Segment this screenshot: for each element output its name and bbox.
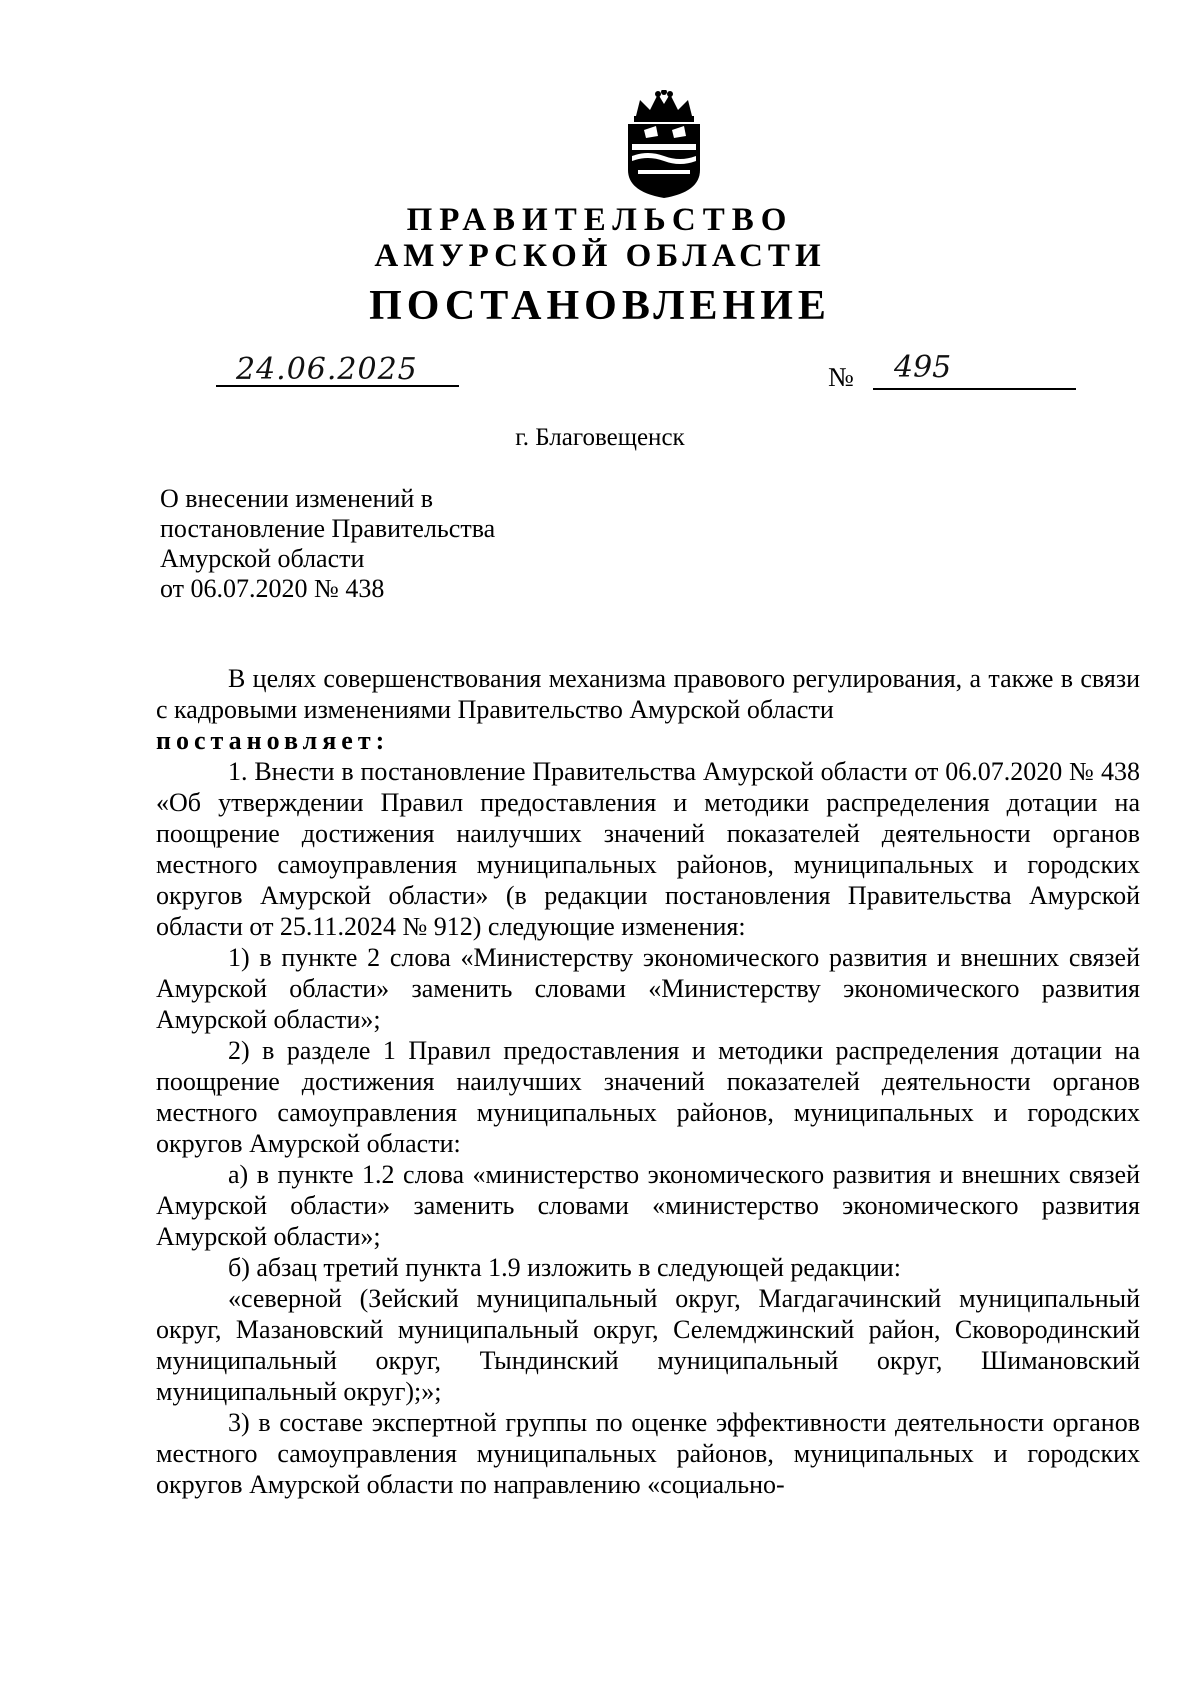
quoted-text: «северной (Зейский муниципальный округ, Магдагачинский муниципальный округ, Мазановский муниципальный округ, Селемджинский район, Сковородинский муниципальный округ, Тындинский муниципальный округ, Шимановский муниципальный округ);»; <box>156 1284 1140 1406</box>
document-subject <box>160 484 495 604</box>
clause-1: 1. Внести в постановление Правительства Амурской области от 06.07.2020 № 438 «Об утверждении Правил предоставления и методики распределения дотации на поощрение достижения наилучших значений показателей деятельности органов местного самоуправления муниципальных районов, муниципальных и городских округов Амурской области» (в редакции постановления Правительства Амурской области от 25.11.2024 № 912) следующие изменения: <box>156 757 1140 941</box>
resolves-word: постановляет: <box>156 726 390 755</box>
subclause-2a: а) в пункте 1.2 слова «министерство экономического развития и внешних связей Амурской области» заменить словами «министерство экономического развития Амурской области»; <box>156 1160 1140 1251</box>
subject-line: О внесении изменений в <box>160 484 434 513</box>
org-name-line1: ПРАВИТЕЛЬСТВО <box>406 202 794 238</box>
org-name-line2: АМУРСКОЙ ОБЛАСТИ <box>374 238 826 274</box>
subclause-1: 1) в пункте 2 слова «Министерству экономического развития и внешних связей Амурской области» заменить словами «Министерству экономического развития Амурской области»; <box>156 943 1140 1034</box>
number-sign: № <box>828 362 854 392</box>
subject-line: постановление Правительства <box>160 514 496 543</box>
subject-line: Амурской области <box>160 544 365 573</box>
number-underline <box>873 388 1076 390</box>
subject-line: от 06.07.2020 № 438 <box>160 574 385 603</box>
subclause-3: 3) в составе экспертной группы по оценке эффективности деятельности органов местного самоуправления муниципальных районов, муниципальных и городских округов Амурской области по направлению «социально- <box>156 1408 1140 1499</box>
subclause-2b: б) абзац третий пункта 1.9 изложить в следующей редакции: <box>228 1253 901 1282</box>
document-type-title: ПОСТАНОВЛЕНИЕ <box>369 283 831 329</box>
issuing-city: г. Благовещенск <box>515 424 685 451</box>
preamble-paragraph: В целях совершенствования механизма правового регулирования, а также в связи с кадровыми изменениями Правительство Амурской области <box>156 664 1140 724</box>
handwritten-number: 495 <box>894 350 952 385</box>
handwritten-date: 24.06.2025 <box>236 352 418 387</box>
document-body <box>156 663 1140 1500</box>
coat-of-arms-emblem <box>622 90 706 200</box>
subclause-2: 2) в разделе 1 Правил предоставления и методики распределения дотации на поощрение достижения наилучших значений показателей деятельности органов местного самоуправления муниципальных районов, муниципальных и городских округов Амурской области: <box>156 1036 1140 1158</box>
